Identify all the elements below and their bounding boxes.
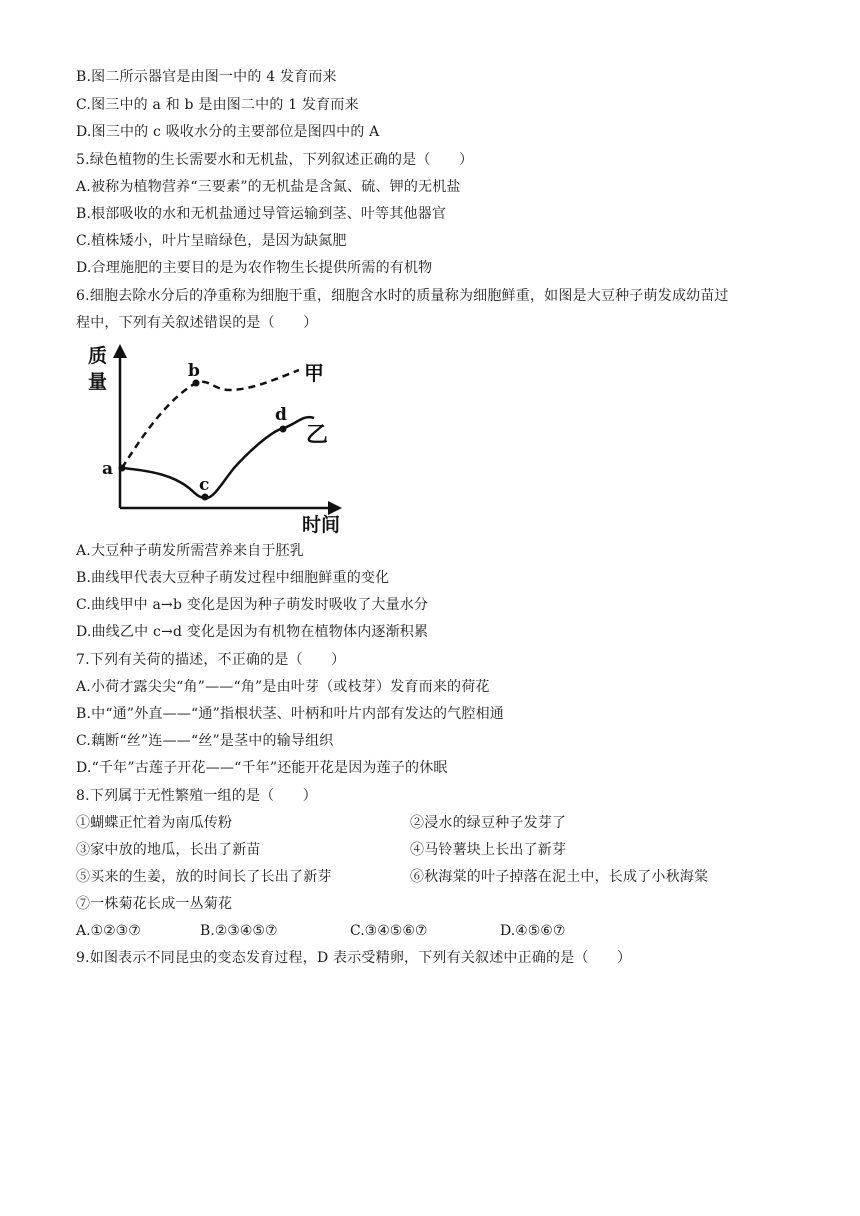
q5-option-a: A.被称为植物营养“三要素”的无机盐是含氮、硫、钾的无机盐 [76, 179, 461, 195]
q8-item-2: ②浸水的绿豆种子发芽了 [410, 815, 567, 831]
q6-stem-line2: 程中，下列有关叙述错误的是（ ） [76, 315, 318, 331]
point-a-label: a [102, 459, 114, 479]
q6-option-d: D.曲线乙中 c→d 变化是因为有机物在植物体内逐渐积累 [76, 624, 429, 640]
q7-option-d: D.“千年”古莲子开花——“千年”还能开花是因为莲子的休眠 [76, 760, 448, 776]
q8-item-6: ⑥秋海棠的叶子掉落在泥土中，长成了小秋海棠 [410, 869, 709, 885]
q4-option-c: C.图三中的 a 和 b 是由图二中的 1 发育而来 [76, 97, 359, 113]
q6-option-b: B.曲线甲代表大豆种子萌发过程中细胞鲜重的变化 [76, 570, 390, 586]
point-d-label: d [275, 405, 287, 425]
q5-option-d: D.合理施肥的主要目的是为农作物生长提供所需的有机物 [76, 260, 433, 276]
y-axis-label-1: 质 [88, 345, 108, 367]
q5-option-c: C.植株矮小，叶片呈暗绿色，是因为缺氮肥 [76, 233, 347, 249]
q5-option-b: B.根部吸收的水和无机盐通过导管运输到茎、叶等其他器官 [76, 206, 447, 222]
q8-option-a: A.①②③⑦ [76, 923, 141, 939]
q8-item-5: ⑤买来的生姜，放的时间长了长出了新芽 [76, 869, 332, 885]
q6-option-a: A.大豆种子萌发所需营养来自于胚乳 [76, 543, 304, 559]
x-axis-arrow [328, 501, 342, 515]
curve-jia [122, 370, 299, 468]
q4-option-b: B.图二所示器官是由图一中的 4 发育而来 [76, 69, 337, 85]
q8-option-d: D.④⑤⑥⑦ [500, 923, 566, 939]
seed-mass-figure [84, 338, 354, 538]
y-axis-label-2: 量 [88, 371, 108, 393]
q8-item-7: ⑦一株菊花长成一丛菊花 [76, 896, 233, 912]
q8-item-1: ①蝴蝶正忙着为南瓜传粉 [76, 815, 233, 831]
point-a [119, 465, 126, 472]
curve-yi-label: 乙 [306, 422, 329, 448]
y-axis-arrow [113, 344, 127, 358]
curve-jia-label: 甲 [304, 361, 324, 385]
q7-option-b: B.中“通”外直——“通”指根状茎、叶柄和叶片内部有发达的气腔相通 [76, 706, 504, 722]
q5-stem: 5.绿色植物的生长需要水和无机盐，下列叙述正确的是（ ） [76, 152, 474, 168]
point-c-label: c [199, 475, 210, 495]
q9-stem: 9.如图表示不同昆虫的变态发育过程，D 表示受精卵，下列有关叙述中正确的是（ ） [76, 950, 632, 966]
x-axis-label: 时间 [302, 514, 341, 536]
q6-option-c: C.曲线甲中 a→b 变化是因为种子萌发时吸收了大量水分 [76, 597, 429, 613]
q8-item-3: ③家中放的地瓜，长出了新苗 [76, 842, 261, 858]
point-d [280, 426, 287, 433]
q8-option-b: B.②③④⑤⑦ [200, 923, 278, 939]
q8-item-4: ④马铃薯块上长出了新芽 [410, 842, 567, 858]
q6-stem-line1: 6.细胞去除水分后的净重称为细胞干重，细胞含水时的质量称为细胞鲜重，如图是大豆种子萌发成幼苗过 [76, 288, 729, 304]
q8-option-c: C.③④⑤⑥⑦ [350, 923, 428, 939]
q7-stem: 7.下列有关荷的描述，不正确的是（ ） [76, 652, 346, 668]
q4-option-d: D.图三中的 c 吸收水分的主要部位是图四中的 A [76, 124, 380, 140]
q7-option-c: C.藕断“丝”连——“丝”是茎中的输导组织 [76, 733, 334, 749]
q8-stem: 8.下列属于无性繁殖一组的是（ ） [76, 788, 317, 804]
q7-option-a: A.小荷才露尖尖“角”——“角”是由叶芽（或枝芽）发育而来的荷花 [76, 679, 490, 695]
point-b-label: b [188, 361, 200, 381]
